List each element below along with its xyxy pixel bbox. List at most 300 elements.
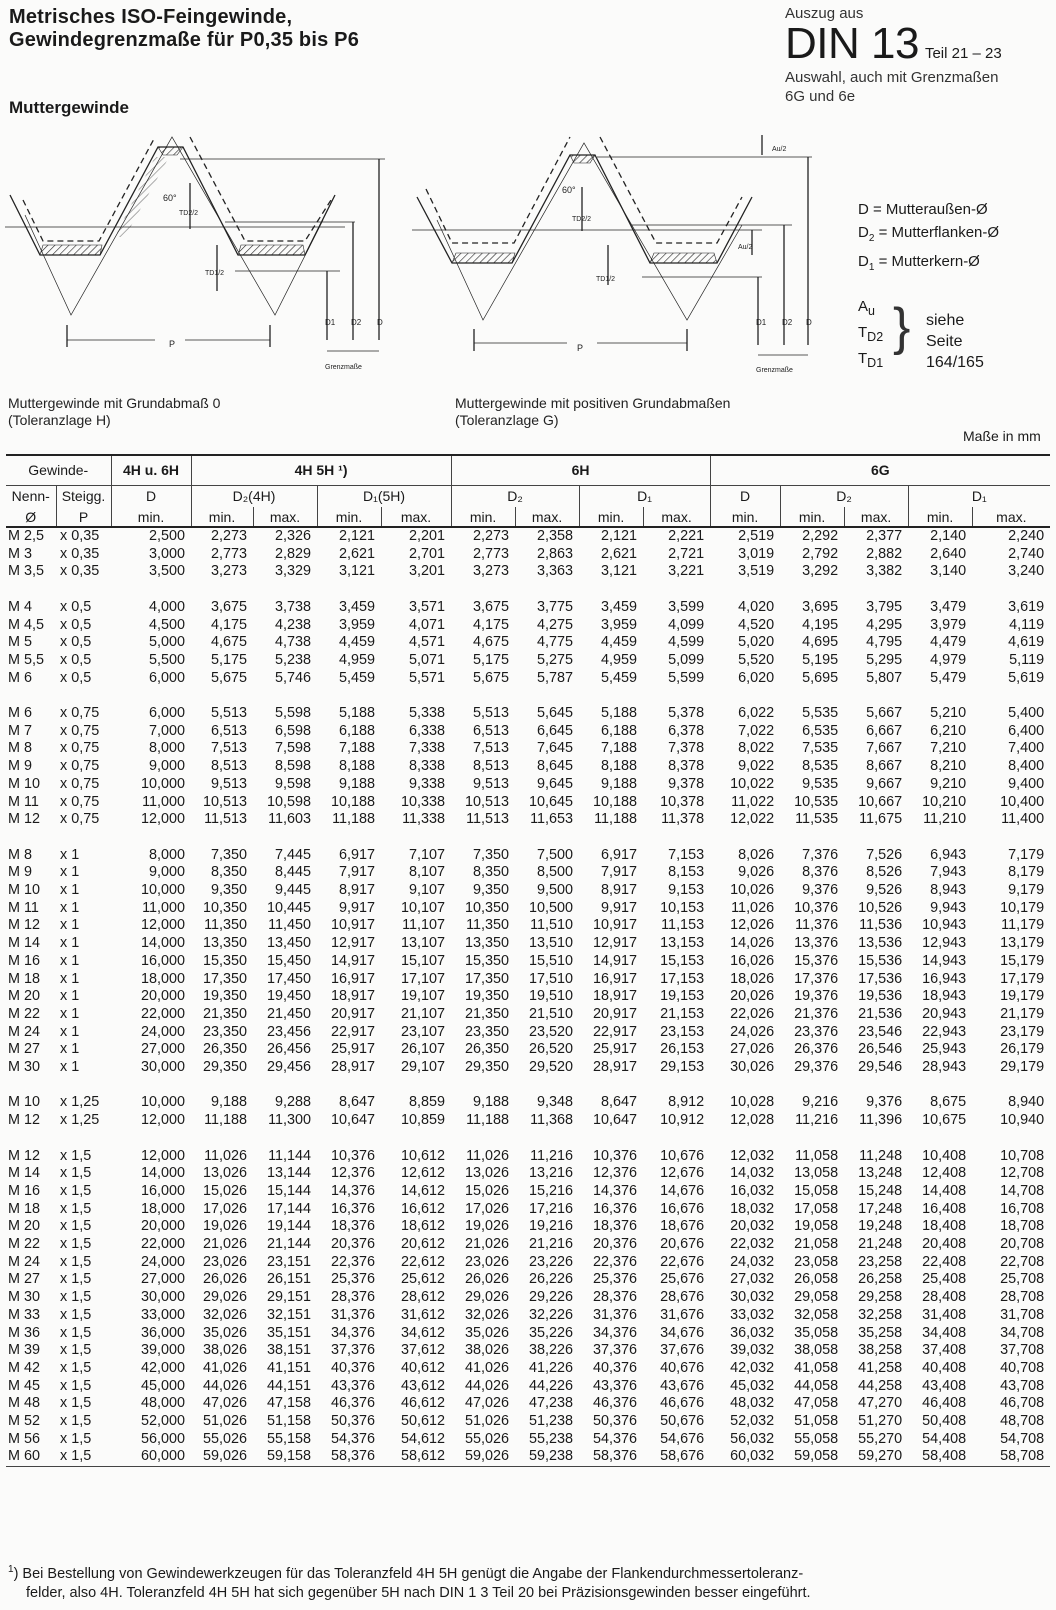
limit-value: 46,708 bbox=[1000, 1395, 1045, 1412]
limit-value: 58,676 bbox=[643, 1448, 710, 1466]
limit-value: 52,000 bbox=[141, 1413, 186, 1430]
limit-value: 3,292 bbox=[802, 563, 839, 580]
table-row bbox=[6, 1413, 1050, 1431]
limit-value: 11,188 bbox=[466, 1112, 510, 1129]
col-d-6g: D bbox=[710, 485, 780, 507]
limit-value: 13,026 bbox=[203, 1165, 248, 1182]
limit-value: 15,248 bbox=[858, 1182, 903, 1199]
limit-value: 11,536 bbox=[859, 917, 903, 934]
limit-value: 8,188 bbox=[339, 758, 376, 775]
limit-value: 6,645 bbox=[537, 722, 574, 739]
limit-value: 9,022 bbox=[738, 758, 775, 775]
limit-value: 9,188 bbox=[339, 775, 376, 792]
label-d1: D1 bbox=[325, 318, 336, 327]
limit-value: 4,738 bbox=[275, 634, 312, 651]
limit-value: 3,599 bbox=[668, 598, 705, 615]
limit-value: 56,000 bbox=[141, 1430, 186, 1447]
limit-value: 2,292 bbox=[802, 528, 839, 544]
din-heading bbox=[785, 19, 1053, 68]
thread-pitch: x 1,5 bbox=[60, 1306, 92, 1323]
limit-value: 59,026 bbox=[191, 1448, 253, 1466]
limit-value: 7,188 bbox=[601, 740, 638, 757]
limit-value: 12,022 bbox=[730, 811, 775, 828]
limit-value: 15,026 bbox=[203, 1182, 248, 1199]
limit-value: 23,456 bbox=[267, 1023, 312, 1040]
selection-note bbox=[785, 68, 1053, 106]
legend-d1: $D_1$ = Mutterkern-Ø bbox=[858, 253, 980, 273]
limit-value: 9,350 bbox=[473, 882, 510, 899]
thread-size: M 2,5 bbox=[8, 528, 44, 544]
table-row bbox=[6, 900, 1050, 918]
limit-value: 5,675 bbox=[473, 669, 510, 686]
limit-value: 14,917 bbox=[331, 952, 376, 969]
limit-value: 18,376 bbox=[331, 1218, 376, 1235]
thread-size: M 8 bbox=[8, 846, 32, 863]
limit-value: 7,513 bbox=[473, 740, 510, 757]
limit-value: 9,917 bbox=[601, 899, 638, 916]
thread-size: M 10 bbox=[8, 1094, 40, 1111]
limit-value: 37,676 bbox=[660, 1342, 705, 1359]
limit-value: 10,708 bbox=[1000, 1147, 1045, 1164]
limit-value: 4,675 bbox=[473, 634, 510, 651]
limit-value: 29,026 bbox=[203, 1289, 248, 1306]
limit-value: 16,917 bbox=[593, 970, 638, 987]
limit-value: 31,408 bbox=[922, 1306, 967, 1323]
limit-value: 29,226 bbox=[529, 1289, 574, 1306]
limit-value: 11,107 bbox=[402, 917, 446, 934]
limit-value: 2,140 bbox=[930, 528, 967, 544]
table-row bbox=[6, 1148, 1050, 1166]
units-label: Maße in mm bbox=[963, 428, 1041, 444]
limit-value: 3,519 bbox=[738, 563, 775, 580]
limit-value: 29,546 bbox=[858, 1059, 903, 1076]
label-td2-g: TD2/2 bbox=[572, 216, 592, 223]
table-row bbox=[6, 634, 1050, 652]
limit-value: 5,746 bbox=[275, 669, 312, 686]
thread-pitch: x 1,5 bbox=[60, 1395, 92, 1412]
limit-value: 5,645 bbox=[537, 705, 574, 721]
angle-label-g: 60° bbox=[562, 185, 576, 195]
limit-value: 11,400 bbox=[1001, 811, 1045, 828]
limit-value: 28,676 bbox=[660, 1289, 705, 1306]
table-row bbox=[6, 776, 1050, 794]
limit-value: 11,188 bbox=[204, 1112, 248, 1129]
limit-value: 3,382 bbox=[866, 563, 903, 580]
limit-value: 10,376 bbox=[593, 1147, 638, 1164]
thread-pitch: x 0,75 bbox=[60, 811, 100, 828]
limit-value: 26,153 bbox=[660, 1041, 705, 1058]
limit-value: 40,376 bbox=[331, 1359, 376, 1376]
limit-value: 10,028 bbox=[730, 1094, 775, 1111]
limit-value: 3,675 bbox=[211, 598, 248, 615]
limit-value: 29,058 bbox=[794, 1289, 839, 1306]
limit-value: 26,350 bbox=[203, 1041, 248, 1058]
limit-value: 14,612 bbox=[401, 1182, 446, 1199]
limit-value: 14,708 bbox=[1000, 1182, 1045, 1199]
limit-value: 10,026 bbox=[730, 882, 775, 899]
limit-value: 23,153 bbox=[660, 1023, 705, 1040]
limit-value: 28,708 bbox=[1000, 1289, 1045, 1306]
thread-size: M 14 bbox=[8, 935, 40, 952]
limit-value: 9,376 bbox=[802, 882, 839, 899]
limit-value: 25,612 bbox=[401, 1271, 446, 1288]
excerpt-label: Auszug aus bbox=[785, 5, 864, 22]
limit-value: 2,273 bbox=[473, 528, 510, 544]
thread-pitch: x 0,75 bbox=[60, 722, 100, 739]
limit-value: 6,338 bbox=[409, 722, 446, 739]
limit-value: 10,445 bbox=[267, 899, 312, 916]
limit-value: 22,000 bbox=[141, 1236, 186, 1253]
limit-value: 13,350 bbox=[465, 935, 510, 952]
limit-value: 4,619 bbox=[1008, 634, 1045, 651]
limit-value: 55,026 bbox=[203, 1430, 248, 1447]
limit-value: 30,000 bbox=[141, 1289, 186, 1306]
limit-value: 20,376 bbox=[593, 1236, 638, 1253]
limit-value: 5,787 bbox=[537, 669, 574, 686]
limit-value: 21,350 bbox=[465, 1005, 510, 1022]
thread-size: M 42 bbox=[8, 1359, 40, 1376]
limit-value: 35,258 bbox=[858, 1324, 903, 1341]
limit-value: 22,676 bbox=[660, 1253, 705, 1270]
thread-pitch: x 0,75 bbox=[60, 758, 100, 775]
limit-value: 11,510 bbox=[530, 917, 574, 934]
limit-value: 20,000 bbox=[141, 988, 186, 1005]
thread-pitch: x 0,75 bbox=[60, 705, 100, 721]
limit-value: 18,032 bbox=[730, 1200, 775, 1217]
limit-value: 38,058 bbox=[794, 1342, 839, 1359]
table-row bbox=[6, 935, 1050, 953]
title-line-1: Metrisches ISO-Feingewinde, bbox=[9, 6, 293, 28]
page-title bbox=[9, 6, 359, 52]
table-row bbox=[6, 794, 1050, 812]
limit-value: 2,201 bbox=[409, 528, 446, 544]
limit-value: 3,619 bbox=[1008, 598, 1045, 615]
limit-value: 2,358 bbox=[537, 528, 574, 544]
limit-value: 20,708 bbox=[1000, 1236, 1045, 1253]
limit-value: 46,612 bbox=[401, 1395, 446, 1412]
limit-value: 54,708 bbox=[1000, 1430, 1045, 1447]
limit-value: 26,058 bbox=[794, 1271, 839, 1288]
limit-value: 5,275 bbox=[537, 651, 574, 668]
limit-value: 12,376 bbox=[593, 1165, 638, 1182]
limit-value: 4,020 bbox=[738, 598, 775, 615]
limit-value: 34,376 bbox=[331, 1324, 376, 1341]
limit-value: 31,676 bbox=[660, 1306, 705, 1323]
limit-value: 37,612 bbox=[401, 1342, 446, 1359]
limit-value: 26,026 bbox=[465, 1271, 510, 1288]
limit-value: 16,376 bbox=[331, 1200, 376, 1217]
thread-pitch: x 0,5 bbox=[60, 616, 92, 633]
limit-value: 3,979 bbox=[930, 616, 967, 633]
limit-value: 8,940 bbox=[1008, 1094, 1045, 1111]
limit-value: 50,408 bbox=[922, 1413, 967, 1430]
thread-size: M 14 bbox=[8, 1165, 40, 1182]
limit-value: 41,026 bbox=[465, 1359, 510, 1376]
limit-value: 32,258 bbox=[858, 1306, 903, 1323]
limit-value: 13,536 bbox=[858, 935, 903, 952]
limit-value: 31,708 bbox=[1000, 1306, 1045, 1323]
limit-value: 27,000 bbox=[141, 1041, 186, 1058]
spacer-cell bbox=[6, 687, 1050, 705]
limit-value: 15,450 bbox=[267, 952, 312, 969]
limit-value: 22,032 bbox=[730, 1236, 775, 1253]
thread-size: M 9 bbox=[8, 758, 32, 775]
limit-value: 47,058 bbox=[794, 1395, 839, 1412]
limit-value: 16,708 bbox=[1000, 1200, 1045, 1217]
limit-value: 8,943 bbox=[930, 882, 967, 899]
limit-value: 11,210 bbox=[923, 811, 967, 828]
limit-value: 6,598 bbox=[275, 722, 312, 739]
label-d2: D2 bbox=[351, 318, 362, 327]
table-row bbox=[6, 758, 1050, 776]
limit-value: 2,773 bbox=[473, 545, 510, 562]
limit-value: 11,188 bbox=[332, 811, 376, 828]
limit-value: 18,917 bbox=[331, 988, 376, 1005]
thread-pitch: x 1,5 bbox=[60, 1289, 92, 1306]
header-row-2 bbox=[6, 485, 1050, 507]
col-min: min. bbox=[111, 507, 191, 527]
limit-value: 11,188 bbox=[594, 811, 638, 828]
limit-value: 7,376 bbox=[802, 846, 839, 863]
limit-value: 17,450 bbox=[267, 970, 312, 987]
spacer-cell bbox=[6, 829, 1050, 847]
limit-value: 12,026 bbox=[730, 917, 775, 934]
limit-value: 13,510 bbox=[529, 935, 574, 952]
footnote bbox=[8, 1560, 1048, 1603]
footnote-line-2: felder, also 4H. Toleranzfeld 4H 5H hat sich gegenüber 5H nach DIN 1 3 Teil 20 bei Präzisionsgewinden besser eingeführt. bbox=[26, 1584, 811, 1601]
limit-value: 6,400 bbox=[1008, 722, 1045, 739]
thread-pitch: x 1,5 bbox=[60, 1147, 92, 1164]
label-d-g: D bbox=[806, 318, 812, 327]
limit-value: 59,026 bbox=[451, 1448, 515, 1466]
thread-pitch: x 1 bbox=[60, 1023, 80, 1040]
thread-pitch: x 0,35 bbox=[60, 528, 100, 544]
limit-value: 7,153 bbox=[668, 846, 705, 863]
limit-value: 44,026 bbox=[465, 1377, 510, 1394]
limit-value: 17,350 bbox=[465, 970, 510, 987]
limit-value: 5,188 bbox=[339, 705, 376, 721]
limit-value: 19,510 bbox=[529, 988, 574, 1005]
see-label: siehe bbox=[926, 312, 965, 329]
limit-value: 26,350 bbox=[465, 1041, 510, 1058]
limit-value: 10,943 bbox=[922, 917, 967, 934]
thread-size: M 4 bbox=[8, 598, 32, 615]
limit-value: 44,151 bbox=[267, 1377, 312, 1394]
limit-value: 25,408 bbox=[922, 1271, 967, 1288]
thread-size: M 27 bbox=[8, 1271, 40, 1288]
limit-value: 32,151 bbox=[267, 1306, 312, 1323]
limit-value: 9,026 bbox=[738, 864, 775, 881]
limit-value: 5,175 bbox=[473, 651, 510, 668]
limit-value: 28,917 bbox=[593, 1059, 638, 1076]
limit-value: 20,612 bbox=[401, 1236, 446, 1253]
limit-value: 5,400 bbox=[1008, 705, 1045, 721]
limit-value: 15,026 bbox=[465, 1182, 510, 1199]
limit-value: 11,144 bbox=[268, 1147, 312, 1164]
footnote-line-1: $^1$) Bei Bestellung von Gewindewerkzeugen für das Toleranzfeld 4H 5H genügt die Angabe der Flankendurchmessertoleranz- bbox=[8, 1564, 804, 1582]
limit-value: 37,376 bbox=[593, 1342, 638, 1359]
limit-value: 7,338 bbox=[409, 740, 446, 757]
limit-value: 6,020 bbox=[738, 669, 775, 686]
limit-value: 9,917 bbox=[339, 899, 376, 916]
limit-value: 22,376 bbox=[331, 1253, 376, 1270]
caption-left-line-1: Muttergewinde mit Grundabmaß 0 bbox=[8, 395, 221, 411]
thread-size: M 22 bbox=[8, 1005, 40, 1022]
col-min: min. bbox=[317, 507, 381, 527]
limit-value: 43,376 bbox=[593, 1377, 638, 1394]
limit-value: 2,240 bbox=[1008, 528, 1045, 544]
thread-size: M 39 bbox=[8, 1342, 40, 1359]
col-d1-5h: D₁(5H) bbox=[317, 485, 451, 507]
limit-value: 5,295 bbox=[866, 651, 903, 668]
limit-value: 19,179 bbox=[1000, 988, 1045, 1005]
limit-value: 16,408 bbox=[922, 1200, 967, 1217]
limit-value: 14,943 bbox=[922, 952, 967, 969]
limit-value: 15,350 bbox=[203, 952, 248, 969]
limit-value: 4,175 bbox=[211, 616, 248, 633]
limit-value: 7,598 bbox=[275, 740, 312, 757]
limit-value: 21,026 bbox=[465, 1236, 510, 1253]
limit-value: 2,721 bbox=[668, 545, 705, 562]
thread-pitch: x 0,75 bbox=[60, 740, 100, 757]
limit-value: 40,708 bbox=[1000, 1359, 1045, 1376]
limit-value: 17,536 bbox=[858, 970, 903, 987]
limit-value: 7,022 bbox=[738, 722, 775, 739]
thread-size: M 18 bbox=[8, 1200, 40, 1217]
table-row bbox=[6, 1024, 1050, 1042]
thread-pitch: x 1,5 bbox=[60, 1218, 92, 1235]
limit-value: 7,535 bbox=[802, 740, 839, 757]
symbol-legend bbox=[858, 198, 999, 279]
limit-value: 14,000 bbox=[141, 1165, 186, 1182]
thread-size: M 10 bbox=[8, 775, 40, 792]
limit-value: 10,912 bbox=[660, 1112, 705, 1129]
limit-value: 8,378 bbox=[668, 758, 705, 775]
limit-value: 12,917 bbox=[331, 935, 376, 952]
limit-value: 5,459 bbox=[339, 669, 376, 686]
limit-value: 3,775 bbox=[537, 598, 574, 615]
legend-au: $A_u$ bbox=[858, 298, 875, 318]
table-row bbox=[6, 670, 1050, 688]
limit-value: 7,000 bbox=[149, 722, 186, 739]
col-thread: Gewinde- bbox=[6, 455, 111, 485]
limit-value: 29,376 bbox=[794, 1059, 839, 1076]
thread-pitch: x 0,5 bbox=[60, 634, 92, 651]
limit-value: 5,675 bbox=[211, 669, 248, 686]
limit-value: 28,612 bbox=[401, 1289, 446, 1306]
thread-size: M 6 bbox=[8, 705, 32, 721]
col-4h5h: 4H 5H ¹) bbox=[191, 455, 451, 485]
limit-value: 7,500 bbox=[537, 846, 574, 863]
limit-value: 36,000 bbox=[141, 1324, 186, 1341]
limit-value: 6,943 bbox=[930, 846, 967, 863]
limit-value: 3,140 bbox=[930, 563, 967, 580]
limit-value: 21,510 bbox=[529, 1005, 574, 1022]
limit-value: 4,119 bbox=[1009, 616, 1045, 633]
limit-value: 13,058 bbox=[794, 1165, 839, 1182]
limit-value: 44,026 bbox=[203, 1377, 248, 1394]
limit-value: 12,943 bbox=[922, 935, 967, 952]
table-row bbox=[6, 1006, 1050, 1024]
thread-size: M 12 bbox=[8, 811, 40, 828]
limit-value: 5,459 bbox=[601, 669, 638, 686]
limit-value: 20,676 bbox=[660, 1236, 705, 1253]
thread-size: M 45 bbox=[8, 1377, 40, 1394]
limit-value: 21,026 bbox=[203, 1236, 248, 1253]
thread-pitch: x 1 bbox=[60, 1005, 80, 1022]
limit-value: 18,026 bbox=[730, 970, 775, 987]
thread-size: M 12 bbox=[8, 1147, 40, 1164]
limit-value: 4,520 bbox=[738, 616, 775, 633]
limit-value: 10,513 bbox=[465, 793, 510, 810]
selection-line-2: 6G und 6e bbox=[785, 88, 856, 105]
limit-value: 51,238 bbox=[529, 1413, 574, 1430]
table-row bbox=[6, 546, 1050, 564]
limit-value: 4,195 bbox=[802, 616, 839, 633]
thread-size: M 20 bbox=[8, 988, 40, 1005]
limit-value: 55,026 bbox=[465, 1430, 510, 1447]
limit-value: 17,216 bbox=[529, 1200, 574, 1217]
limit-value: 10,667 bbox=[858, 793, 903, 810]
limit-value: 12,708 bbox=[1000, 1165, 1045, 1182]
limit-value: 10,376 bbox=[331, 1147, 376, 1164]
thread-pitch: x 1,5 bbox=[60, 1377, 92, 1394]
legend-d: D = Mutteraußen-Ø bbox=[858, 201, 988, 218]
page-reference bbox=[926, 310, 984, 373]
thread-pitch: x 0,75 bbox=[60, 793, 100, 810]
limit-value: 16,026 bbox=[730, 952, 775, 969]
spacer-cell bbox=[6, 581, 1050, 599]
limit-value: 20,408 bbox=[922, 1236, 967, 1253]
limit-value: 30,026 bbox=[730, 1059, 775, 1076]
limit-value: 3,479 bbox=[930, 598, 967, 615]
limit-value: 2,792 bbox=[802, 545, 839, 562]
limit-value: 51,158 bbox=[267, 1413, 312, 1430]
table-row bbox=[6, 971, 1050, 989]
limit-value: 12,000 bbox=[141, 1147, 186, 1164]
limit-value: 9,400 bbox=[1008, 775, 1045, 792]
limit-value: 4,175 bbox=[473, 616, 510, 633]
table-row bbox=[6, 882, 1050, 900]
limit-value: 11,350 bbox=[204, 917, 248, 934]
limit-value: 26,456 bbox=[267, 1041, 312, 1058]
limit-value: 13,144 bbox=[267, 1165, 312, 1182]
limit-value: 11,603 bbox=[268, 811, 312, 828]
table-row bbox=[6, 563, 1050, 581]
thread-pitch: x 1,25 bbox=[60, 1112, 100, 1129]
limit-value: 7,917 bbox=[601, 864, 638, 881]
limit-value: 14,376 bbox=[593, 1182, 638, 1199]
col-max: max. bbox=[844, 507, 908, 527]
limit-value: 19,107 bbox=[401, 988, 446, 1005]
limit-value: 37,708 bbox=[1000, 1342, 1045, 1359]
thread-size: M 11 bbox=[8, 899, 39, 916]
limit-value: 8,210 bbox=[930, 758, 967, 775]
limit-value: 10,647 bbox=[331, 1112, 376, 1129]
limit-value: 5,175 bbox=[211, 651, 248, 668]
limit-value: 26,151 bbox=[267, 1271, 312, 1288]
table-row bbox=[6, 847, 1050, 865]
limit-value: 48,032 bbox=[730, 1395, 775, 1412]
limit-value: 33,000 bbox=[141, 1306, 186, 1323]
limit-value: 16,032 bbox=[730, 1182, 775, 1199]
limit-value: 2,121 bbox=[601, 528, 638, 544]
limit-value: 29,026 bbox=[465, 1289, 510, 1306]
limit-value: 22,612 bbox=[401, 1253, 446, 1270]
table-row bbox=[6, 1325, 1050, 1343]
label-d2-g: D2 bbox=[782, 318, 793, 327]
limit-value: 18,676 bbox=[660, 1218, 705, 1235]
